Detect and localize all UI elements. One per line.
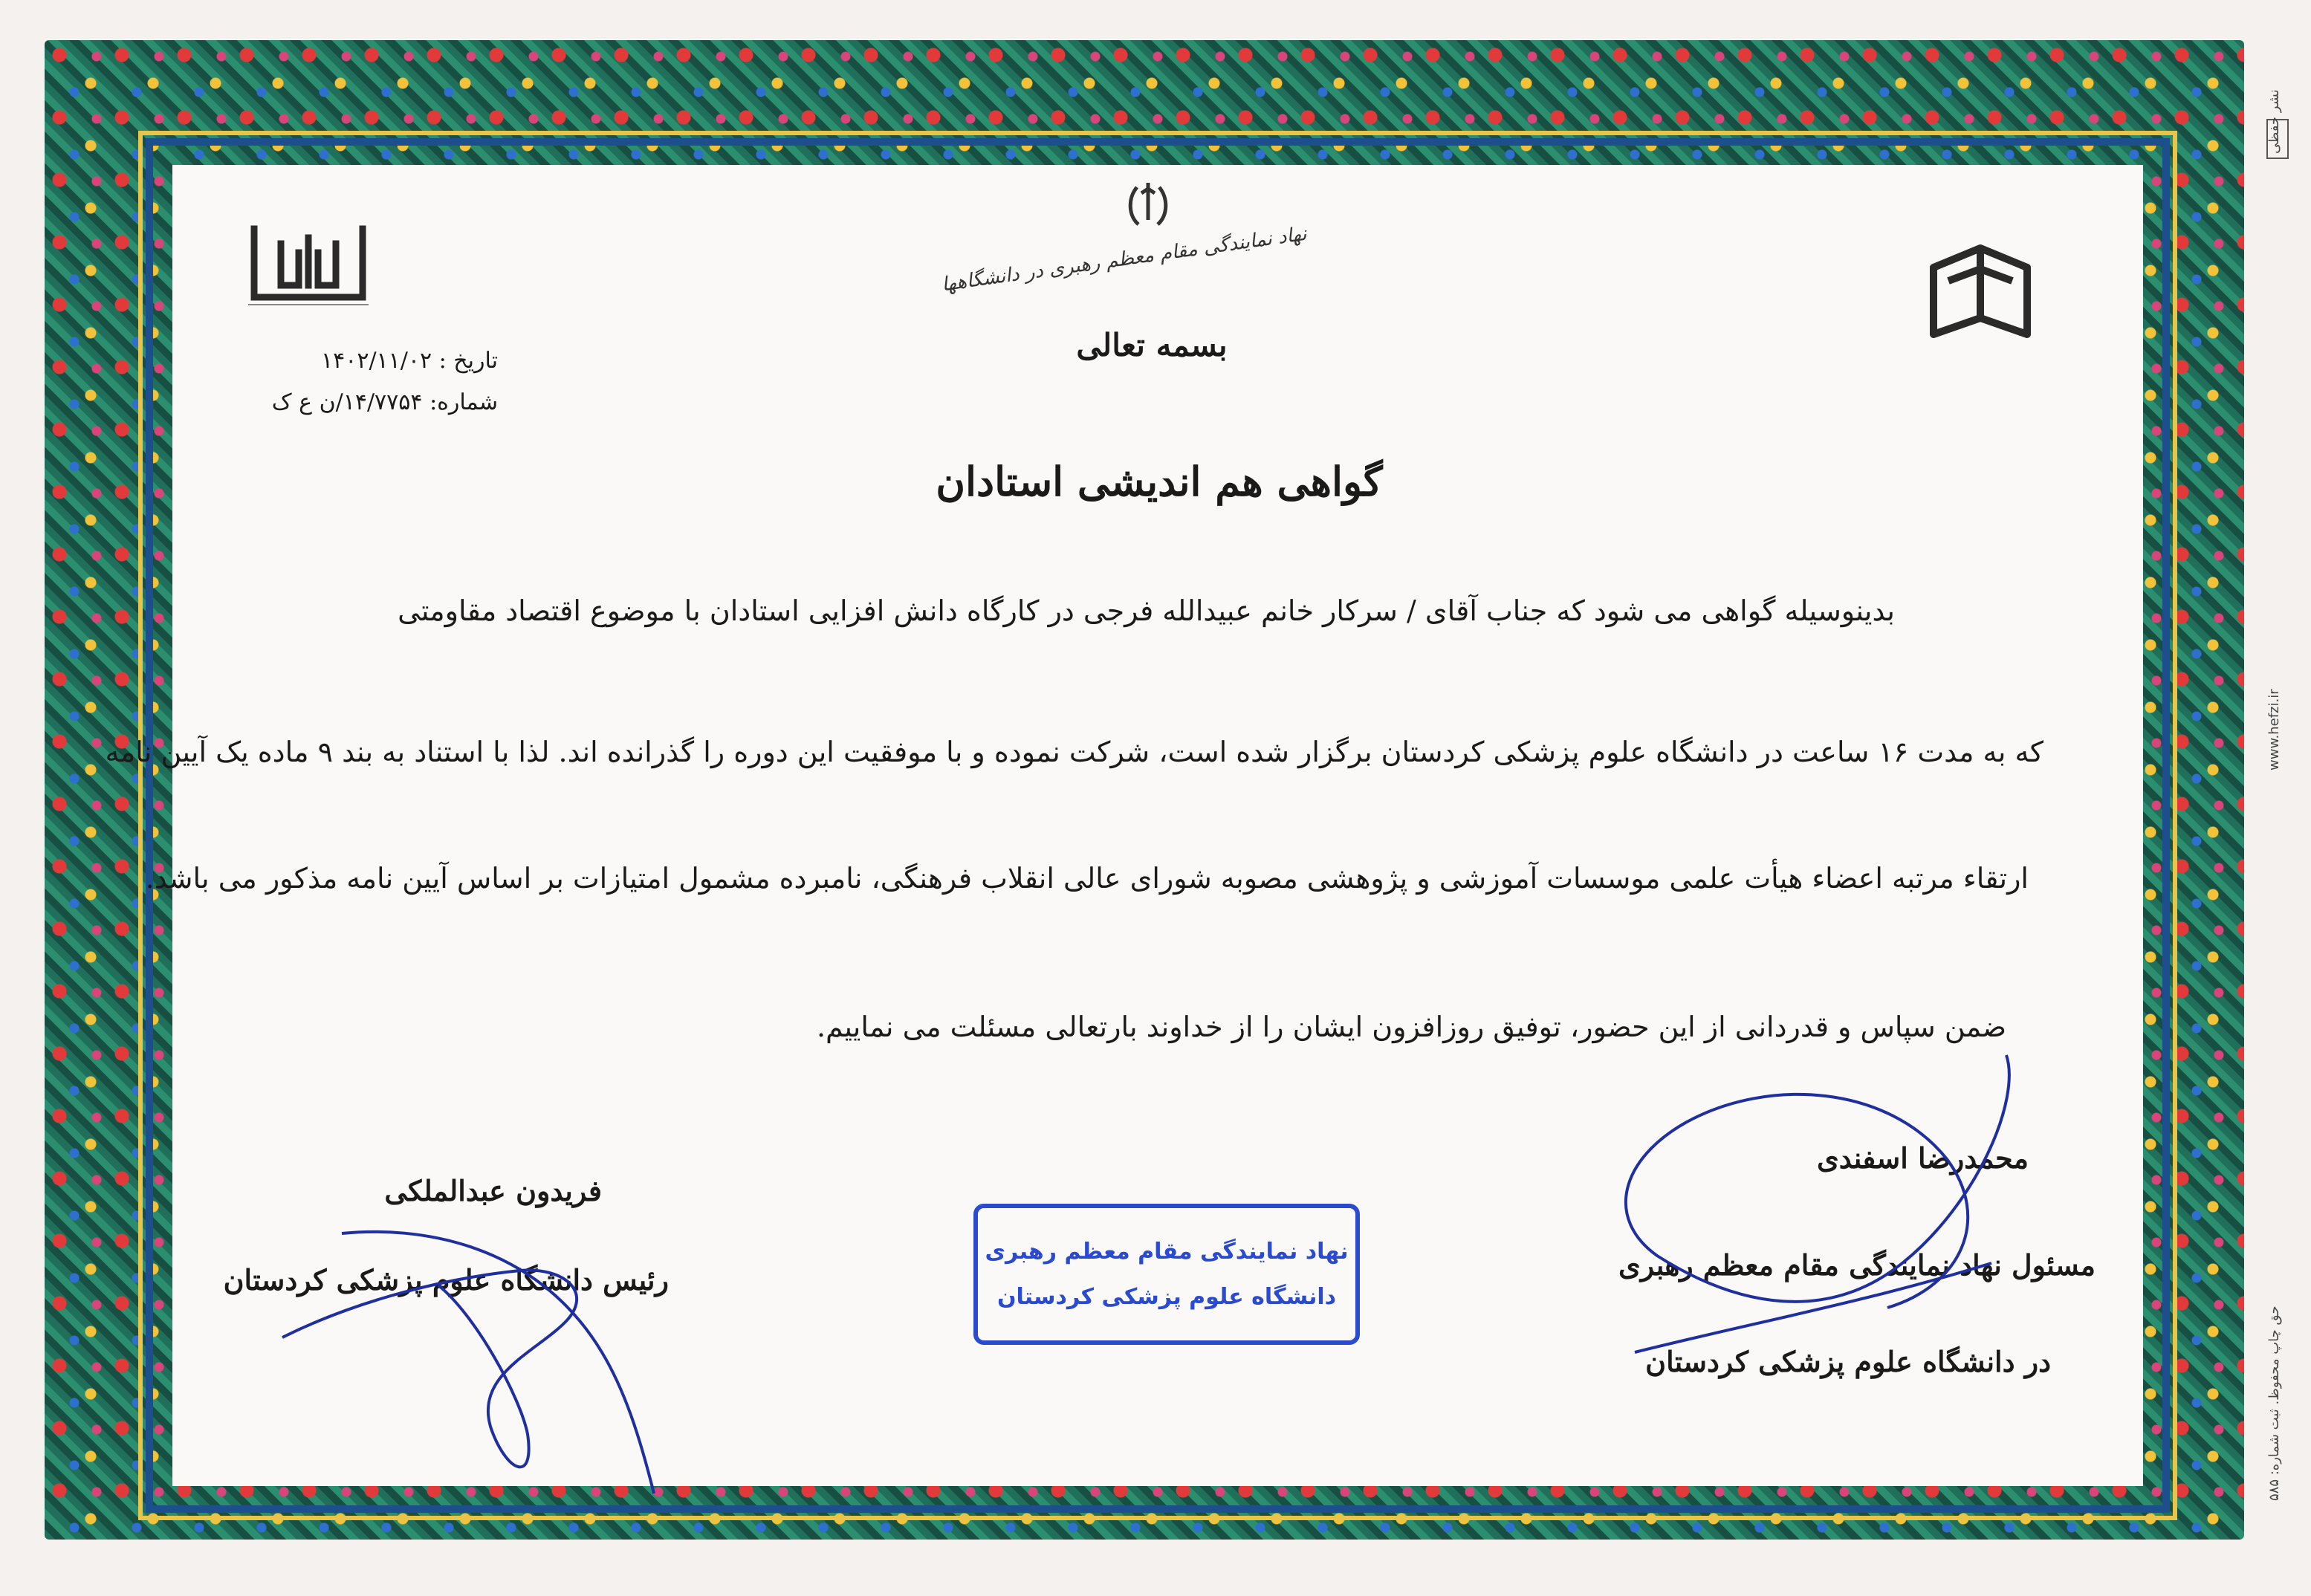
print-website-text: www.hefzi.ir (2266, 689, 2282, 771)
header-emblem-text: نهاد نمایندگی مقام معظم رهبری در دانشگاهها (940, 222, 1309, 296)
right-signer-title-1: مسئول نهاد نمایندگی مقام معظم رهبری (1618, 1248, 2096, 1282)
left-signer-title: رئیس دانشگاه علوم پزشکی کردستان (223, 1263, 669, 1297)
date-value: ۱۴۰۲/۱۱/۰۲ (320, 348, 432, 374)
right-signer-name: محمدرضا اسفندی (1817, 1141, 2029, 1175)
right-signature-icon (1605, 1040, 2021, 1382)
body-line-2: که به مدت ۱۶ ساعت در دانشگاه علوم پزشکی کردستان برگزار شده است، شرکت نموده و با موفقیت این دوره را گذرانده اند. لذا با استناد به بند ۹ ماده یک آیین نامه (105, 736, 2043, 768)
invocation-heading: بسمه تعالی (1076, 327, 1228, 363)
print-publisher-text: نشر حفظی (2266, 89, 2282, 154)
print-rights-text: حق چاپ محفوظ. ثبت شماره: ۵۸۵ (2266, 1305, 2282, 1501)
body-line-3: ارتقاء مرتبه اعضاء هیأت علمی موسسات آموزشی و پژوهشی مصوبه شورای عالی انقلاب فرهنگی، نامبرده مشمول امتیازات بر اساس آیین نامه مذکور می باشد. (145, 862, 2029, 895)
body-line-1: بدینوسیله گواهی می شود که جناب آقای / سرکار خانم عبیدالله فرجی در کارگاه دانش افزایی استادان با موضوع اقتصاد مقاومتی (398, 594, 1895, 627)
date-line (282, 348, 498, 374)
right-signer-title-2: در دانشگاه علوم پزشکی کردستان (1645, 1345, 2051, 1378)
open-book-logo-icon (1925, 238, 2036, 349)
official-stamp (973, 1204, 1360, 1345)
left-signer-name: فریدون عبدالملکی (384, 1174, 602, 1207)
stamp-line-2: دانشگاه علوم پزشکی کردستان (996, 1284, 1337, 1310)
print-info-margin (2266, 89, 2296, 1501)
number-line (260, 389, 498, 415)
number-value: ۱۴/۷۷۵۴/ن ع ک (271, 389, 423, 415)
stamp-line-1: نهاد نمایندگی مقام معظم رهبری (985, 1239, 1349, 1265)
left-signature-icon (223, 1189, 728, 1501)
certificate-title: گواهی هم اندیشی استادان (936, 458, 1383, 505)
allah-calligraphy-icon (245, 223, 372, 312)
date-label: تاریخ : (438, 348, 498, 374)
body-line-4: ضمن سپاس و قدردانی از این حضور، توفیق روزافزون ایشان را از خداوند بارتعالی مسئلت می نماییم. (816, 1011, 2006, 1043)
number-label: شماره: (430, 389, 498, 415)
